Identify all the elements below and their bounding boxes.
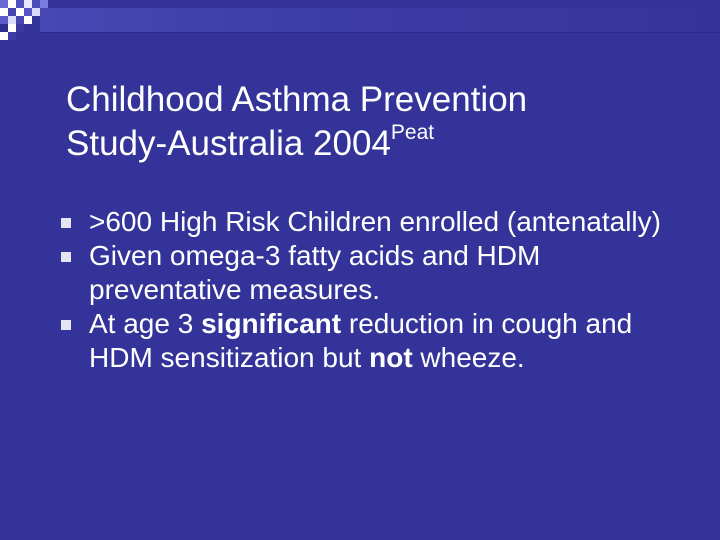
square-bullet-icon — [61, 320, 71, 330]
decor-square — [8, 32, 16, 40]
square-bullet-icon — [61, 218, 71, 228]
decor-square — [8, 8, 16, 16]
decor-square — [0, 16, 8, 24]
decor-square — [16, 0, 24, 8]
decor-square — [40, 0, 48, 8]
decor-square — [16, 16, 24, 24]
bullet-item — [60, 307, 680, 375]
decor-square — [8, 0, 16, 8]
slide-title — [66, 78, 686, 166]
bullet-text-part: wheeze. — [412, 342, 525, 373]
decor-square — [0, 24, 8, 32]
bullet-text: Given omega-3 fatty acids and HDM preventative measures. — [89, 240, 541, 305]
decor-square — [0, 0, 8, 8]
decor-square — [24, 0, 32, 8]
square-bullet-icon — [61, 252, 71, 262]
decor-square — [24, 16, 32, 24]
top-band-edge — [40, 32, 720, 33]
bullet-item — [60, 239, 680, 307]
title-superscript: Peat — [390, 121, 435, 144]
bullet-item — [60, 205, 680, 239]
decor-square — [24, 8, 32, 16]
bullet-emphasis-not: not — [369, 342, 413, 373]
decor-square — [16, 24, 24, 32]
bullet-list — [60, 205, 680, 375]
decor-square — [32, 0, 40, 8]
decor-square — [8, 16, 16, 24]
bullet-text: >600 High Risk Children enrolled (antenatally) — [89, 206, 661, 237]
decor-square — [8, 24, 16, 32]
decor-square — [32, 8, 40, 16]
bullet-text-part: At age 3 — [89, 308, 202, 339]
bullet-text-part: reduction in cough and HDM sensitization but — [89, 308, 633, 373]
top-band — [40, 8, 720, 32]
decor-square — [0, 32, 8, 40]
decor-square — [16, 8, 24, 16]
title-line-2: Study-Australia 2004 — [66, 124, 391, 163]
bullet-emphasis-significant: significant — [201, 308, 342, 339]
title-line-1: Childhood Asthma Prevention — [66, 80, 528, 119]
decor-square — [0, 8, 8, 16]
